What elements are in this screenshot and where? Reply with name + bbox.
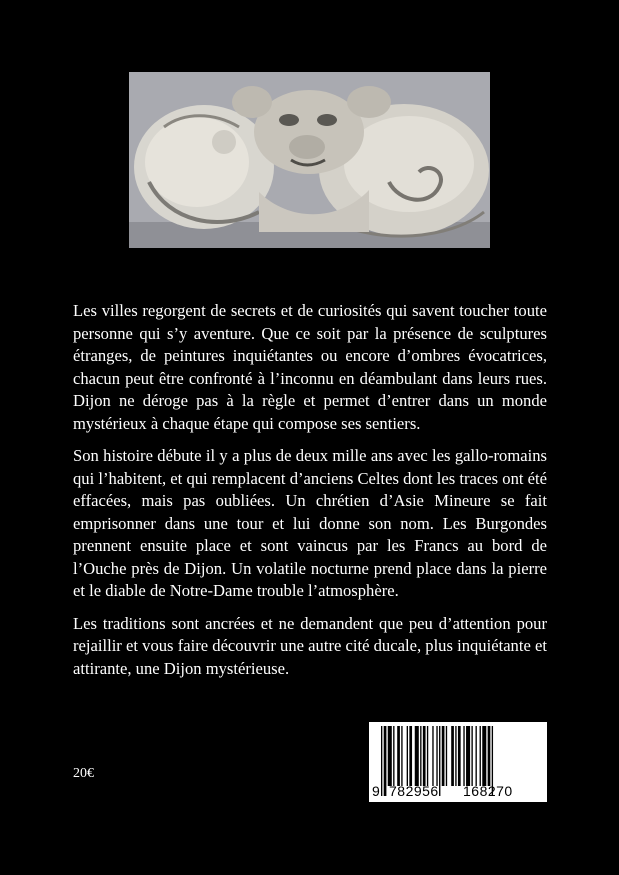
barcode-bar bbox=[446, 726, 447, 786]
barcode-bar bbox=[401, 726, 402, 786]
barcode-bar bbox=[384, 726, 387, 796]
barcode-bar bbox=[442, 726, 445, 786]
barcode-bar bbox=[466, 726, 470, 786]
barcode-bar bbox=[463, 726, 464, 786]
price-label: 20€ bbox=[73, 766, 94, 781]
barcode-bar bbox=[393, 726, 394, 786]
blurb-paragraph-2: Son histoire débute il y a plus de deux mille ans avec les gallo-romains qui l’habitent, et qui remplacent d’anciens Celtes dont les traces ont été effacées, mais pas oubliées. Un chrétien d’Asie Mineure se fait emprisonner dans une tour et lui donne son nom. Les Burgondes prennent ensuite place et sont vaincus par les Francs au bord de l’Ouche près de Dijon. Un volatile nocturne prend place dans la pierre et le diable de Notre-Dame trouble l’atmosphère. bbox=[73, 446, 547, 600]
stone-sculpture-illustration bbox=[129, 72, 490, 248]
barcode-bar bbox=[388, 726, 392, 786]
barcode-digit-group-2: 168270 bbox=[463, 783, 513, 799]
barcode-bar bbox=[476, 726, 477, 786]
barcode-bar bbox=[427, 726, 428, 786]
barcode-bar bbox=[409, 726, 412, 786]
barcode-bar bbox=[423, 726, 426, 786]
blurb-paragraph-1: Les villes regorgent de secrets et de curiosités qui savent toucher toute personne qui s’y aventure. Que ce soit par la présence de sculptures étranges, de peintures inquiétantes ou encore d’ombres évocatrices, chacun peut être confronté à l’inconnu en déambulant dans leurs rues. Dijon ne déroge pas à la règle et permet d’entrer dans un monde mystérieux à chaque étape qui compose ses sentiers. bbox=[73, 301, 547, 433]
barcode-bar bbox=[432, 726, 433, 786]
barcode-bar bbox=[451, 726, 454, 786]
blurb-paragraph-3: Les traditions sont ancrées et ne demandent que peu d’attention pour rejaillir et vous faire découvrir une autre cité ducale, plus inquiétante et attirante, une Dijon mystérieuse. bbox=[73, 613, 547, 678]
cover-photo-stone-sculpture bbox=[129, 72, 490, 248]
barcode-bar bbox=[415, 726, 419, 786]
barcode-bar bbox=[471, 726, 472, 786]
barcode-bar bbox=[436, 726, 437, 786]
barcode-bar bbox=[482, 726, 486, 786]
barcode-bar bbox=[397, 726, 400, 786]
barcode-bar bbox=[407, 726, 408, 786]
barcode-bar bbox=[488, 726, 491, 786]
barcode-bar bbox=[455, 726, 456, 786]
isbn-barcode bbox=[369, 722, 547, 802]
barcode-bar bbox=[439, 726, 440, 796]
barcode-digit-group-1: 782956 bbox=[389, 783, 439, 799]
back-cover-blurb bbox=[73, 300, 547, 690]
barcode-bar bbox=[381, 726, 382, 796]
barcode-first-digit: 9 bbox=[372, 783, 381, 799]
barcode-bar bbox=[480, 726, 481, 786]
barcode-bar bbox=[420, 726, 421, 786]
barcode-bar bbox=[458, 726, 461, 786]
